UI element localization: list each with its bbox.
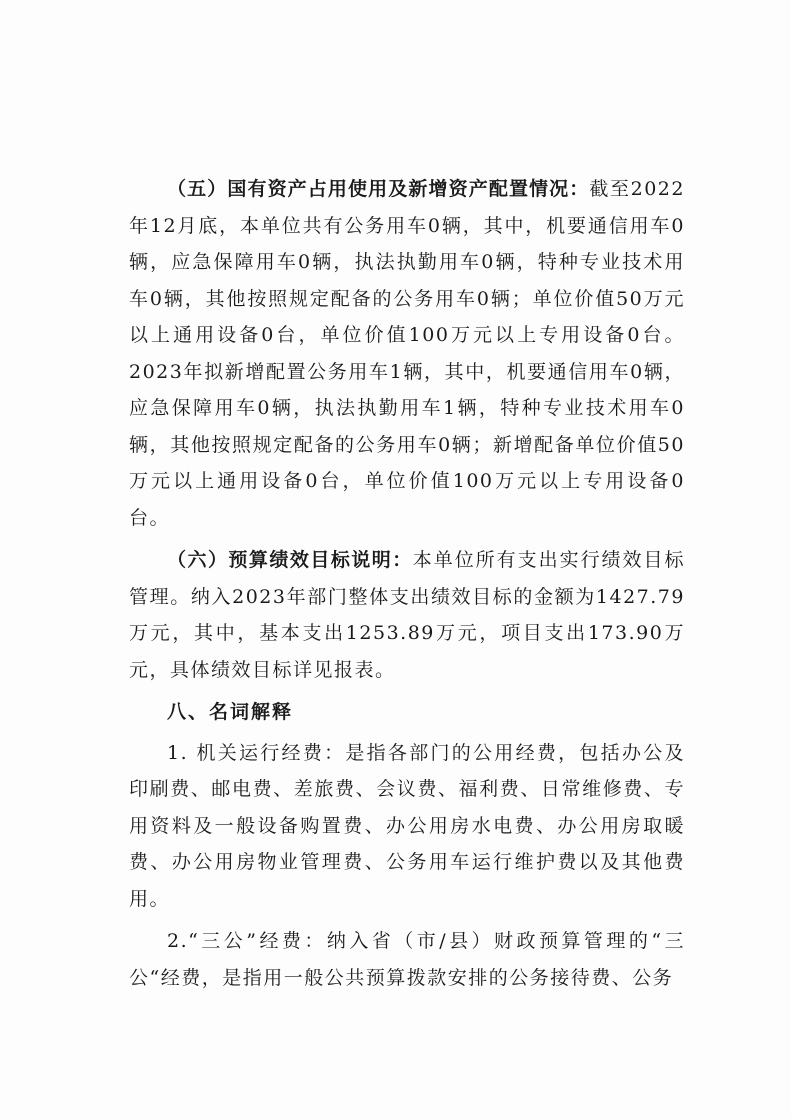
paragraph-text-asset-allocation: 截至2022年12月底，本单位共有公务用车0辆，其中，机要通信用车0辆，应急保障用车0辆，执法执勤用车0辆，特种专业技术用车0辆，其他按照规定配备的公务用车0辆；单位价值50万元以上通用设备0台，单位价值100万元以上专用设备0台。2023年拟新增配置公务用车1辆，其中，机要通信用车0辆，应急保障用车0辆，执法执勤用车1辆，特种专业技术用车0辆，其他按照规定配备的公务用车0辆；新增配备单位价值50万元以上通用设备0台，单位价值100万元以上专用设备0台。: [129, 178, 685, 529]
paragraph-lead-performance-goals: （六）预算绩效目标说明：: [167, 549, 413, 571]
paragraph-asset-allocation: [129, 171, 685, 536]
paragraph-term-operating-funds: 1. 机关运行经费：是指各部门的公用经费，包括办公及印刷费、邮电费、差旅费、会议费、福利费、日常维修费、专用资料及一般设备购置费、办公用房水电费、办公用房取暖费、办公用房物业管理费、公务用车运行维护费以及其他费用。: [129, 741, 685, 910]
section-heading-glossary: 八、名词解释: [167, 701, 294, 723]
paragraph-lead-asset-allocation: （五）国有资产占用使用及新增资产配置情况：: [167, 178, 590, 200]
paragraph-text-performance-goals: 本单位所有支出实行绩效目标管理。纳入2023年部门整体支出绩效目标的金额为1427.79万元，其中，基本支出1253.89万元，项目支出173.90万元，具体绩效目标详见报表。: [129, 549, 685, 681]
paragraph-term-three-public: 2.“三公”经费：纳入省（市/县）财政预算管理的“三公“经费，是指用一般公共预算拨款安排的公务接待费、公务: [129, 930, 685, 989]
paragraph-performance-goals: [129, 542, 685, 688]
document-body: [129, 171, 685, 996]
